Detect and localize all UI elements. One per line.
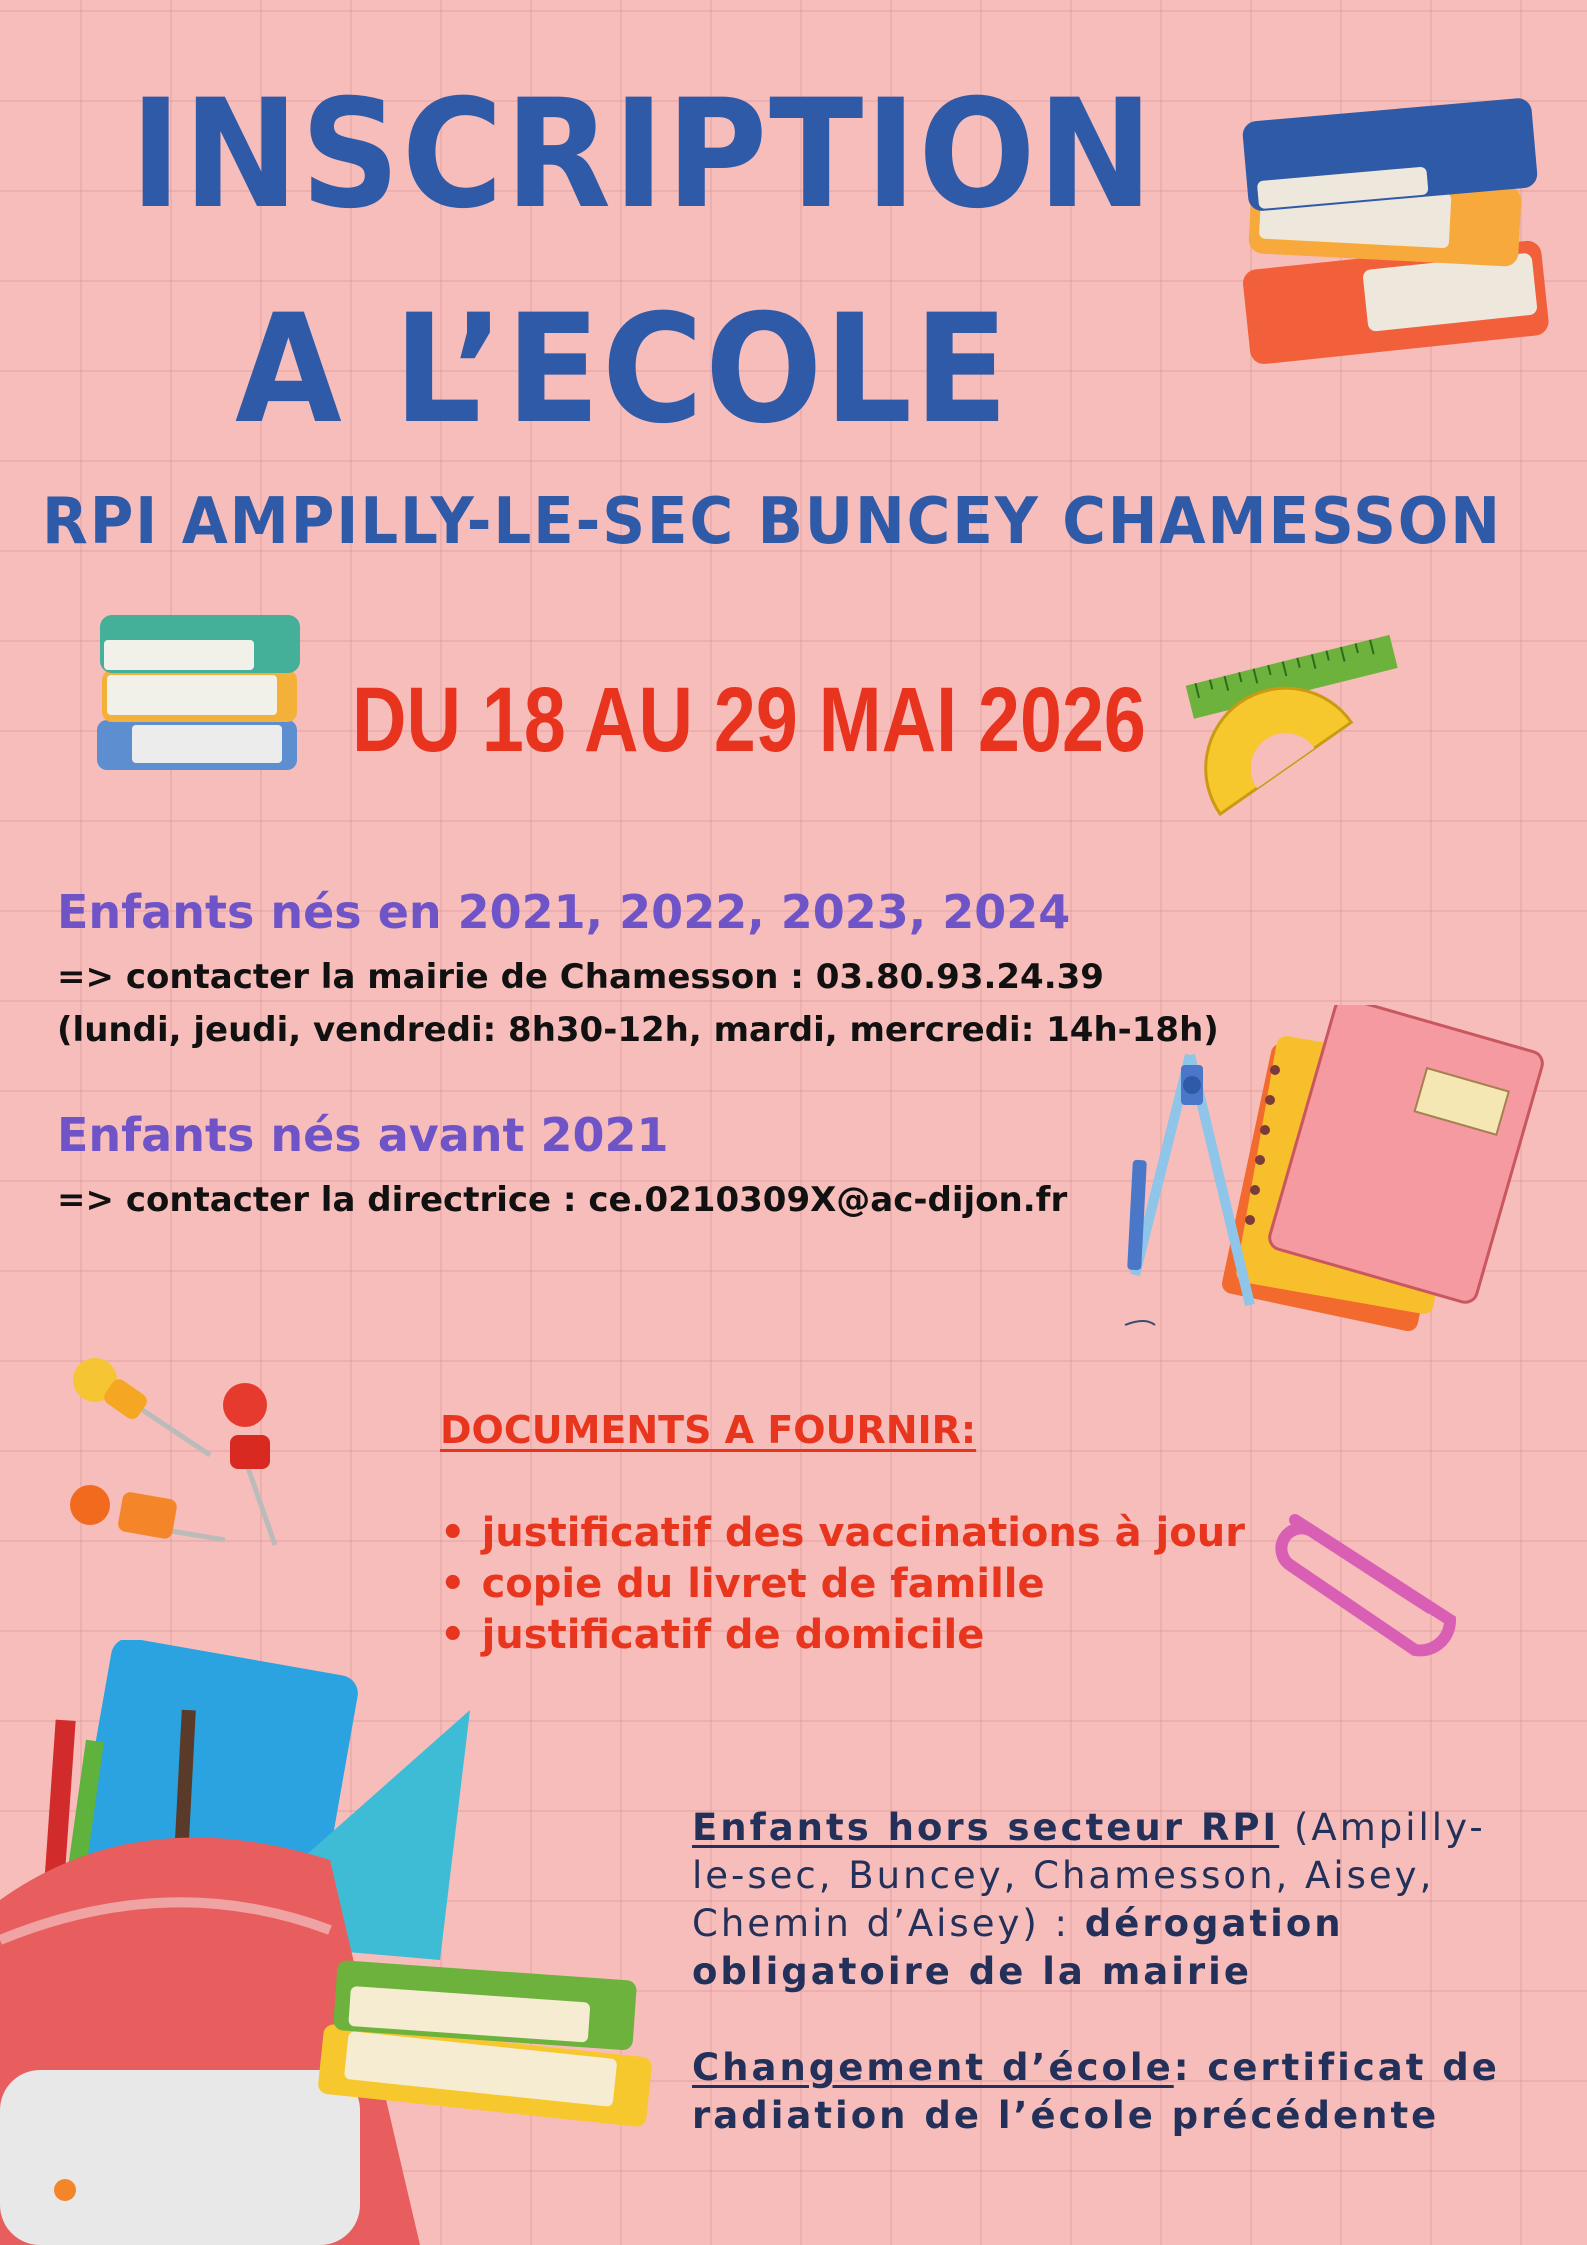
backpack-icon bbox=[0, 1640, 680, 2245]
group1-hours: (lundi, jeudi, vendredi: 8h30-12h, mardi, mercredi: 14h-18h) bbox=[57, 1010, 1219, 1050]
pushpin-icon bbox=[65, 1345, 315, 1560]
paperclip-icon bbox=[1265, 1490, 1490, 1665]
group1-heading: Enfants nés en 2021, 2022, 2023, 2024 bbox=[57, 885, 1071, 939]
school-subtitle: RPI AMPILLY-LE-SEC BUNCEY CHAMESSON bbox=[42, 485, 1502, 559]
notebook-icon bbox=[1105, 1005, 1555, 1335]
book-stack-icon bbox=[92, 605, 312, 785]
changement-text: : certificat de radiation de l’école précédente bbox=[692, 2046, 1500, 2137]
ruler-icon bbox=[1180, 620, 1400, 830]
hors-secteur-bold: dérogation obligatoire de la mairie bbox=[692, 1902, 1344, 1993]
group2-heading: Enfants nés avant 2021 bbox=[57, 1108, 669, 1162]
hors-secteur-text: (Ampilly-le-sec, Buncey, Chamesson, Aisey, Chemin d’Aisey) : bbox=[692, 1806, 1486, 1945]
document-item: • copie du livret de famille bbox=[440, 1559, 1245, 1610]
group1-contact: => contacter la mairie de Chamesson : 03.80.93.24.39 bbox=[57, 957, 1104, 997]
hors-secteur-note bbox=[692, 1804, 1522, 1996]
document-item: • justificatif des vaccinations à jour bbox=[440, 1508, 1245, 1559]
hors-secteur-label: Enfants hors secteur RPI bbox=[692, 1806, 1280, 1849]
changement-label: Changement d’école bbox=[692, 2046, 1174, 2089]
documents-list bbox=[440, 1508, 1245, 1661]
registration-dates: DU 18 AU 29 MAI 2026 bbox=[352, 669, 1146, 771]
documents-title: DOCUMENTS A FOURNIR: bbox=[440, 1408, 977, 1452]
group2-contact: => contacter la directrice : ce.0210309X@ac-dijon.fr bbox=[57, 1180, 1068, 1220]
document-item: • justificatif de domicile bbox=[440, 1610, 1245, 1661]
page-title-line2: A L’ECOLE bbox=[235, 283, 1011, 457]
page-title-line1: INSCRIPTION bbox=[130, 68, 1155, 242]
changement-note bbox=[692, 2044, 1522, 2140]
book-stack-icon bbox=[1225, 95, 1575, 385]
